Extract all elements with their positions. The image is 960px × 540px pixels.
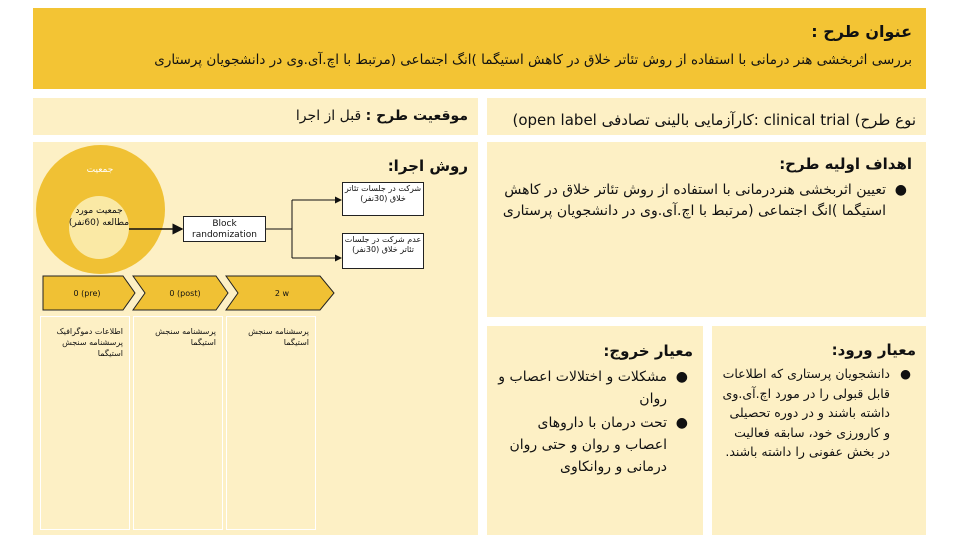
bullet-icon: ● bbox=[675, 415, 688, 431]
location-label: موقعیت طرح : bbox=[365, 108, 468, 124]
timeline-label-post: 0 (post) bbox=[169, 289, 201, 298]
sample-label: جمعیت مورد مطالعه (60نفر) bbox=[68, 206, 130, 228]
randomization-split-connector bbox=[266, 200, 292, 258]
goals-title: اهداف اولیه طرح: bbox=[779, 155, 912, 173]
entry-criteria-list bbox=[720, 364, 916, 462]
bullet-icon: ● bbox=[675, 369, 688, 385]
title-heading: عنوان طرح : bbox=[811, 22, 912, 41]
list-item bbox=[502, 180, 912, 222]
list-item bbox=[498, 412, 693, 478]
exit-criterion-text: تحت درمان با داروهای اعصاب و روان و حتی روان درمانی و روانکاوی bbox=[509, 415, 667, 475]
timeline-label-pre: 0 (pre) bbox=[73, 289, 101, 298]
block-randomization-node: Block randomization bbox=[183, 216, 266, 242]
timeline-detail-text: پرسشنامه سنجش استیگما bbox=[155, 327, 216, 347]
timeline-detail-pre bbox=[40, 316, 130, 530]
control-arm-node: عدم شرکت در جلسات تئاتر خلاق (30نفر) bbox=[342, 233, 424, 269]
exit-criteria-list bbox=[498, 366, 693, 480]
list-item bbox=[720, 364, 916, 462]
timeline-label-2w: 2 w bbox=[274, 289, 290, 298]
exit-criteria-panel bbox=[487, 326, 703, 535]
entry-criteria-title: معیار ورود: bbox=[831, 341, 916, 359]
location-value: قبل از اجرا bbox=[295, 108, 362, 124]
method-title: روش اجرا: bbox=[387, 157, 468, 175]
timeline-detail-text: اطلاعات دموگرافیک پرسشنامه سنجش استیگما bbox=[56, 327, 123, 358]
goals-list bbox=[502, 180, 912, 222]
bullet-icon: ● bbox=[900, 366, 911, 381]
goals-panel bbox=[487, 142, 926, 317]
intervention-arm-node: شرکت در جلسات تئاتر خلاق (30نفر) bbox=[342, 182, 424, 216]
goal-text: تعیین اثربخشی هنردرمانی با استفاده از روش تئاتر خلاق در کاهش استیگما )انگ اجتماعی (مرتبط با اچ.آی.وی در دانشجویان پرستاری bbox=[502, 182, 886, 219]
list-item bbox=[498, 366, 693, 410]
title-text: بررسی اثربخشی هنر درمانی با استفاده از روش تئاتر خلاق در کاهش استیگما )انگ اجتماعی (مرتبط با اچ.آی.وی در دانشجویان پرستاری bbox=[154, 52, 912, 68]
entry-criteria-panel bbox=[712, 326, 926, 535]
timeline-detail-text: پرسشنامه سنجش استیگما bbox=[248, 327, 309, 347]
exit-criteria-title: معیار خروج: bbox=[603, 342, 693, 360]
entry-criterion-text: دانشجویان پرستاری که اطلاعات قابل قبولی را در مورد اچ.آی.وی داشته باشند و در دوره تحصیلی و کارورزی خود، سابقه فعالیت در بخش عفونی را داشته باشند. bbox=[722, 366, 890, 459]
exit-criterion-text: مشکلات و اختلالات اعصاب و روان bbox=[498, 369, 667, 407]
bullet-icon: ● bbox=[894, 182, 907, 198]
design-type-text: نوع طرح) clinical trial :کارآزمایی بالینی تصادفی open label) bbox=[512, 111, 916, 129]
timeline-detail-2w bbox=[226, 316, 316, 530]
population-label: جمعیت bbox=[86, 165, 114, 175]
timeline-detail-post bbox=[133, 316, 223, 530]
